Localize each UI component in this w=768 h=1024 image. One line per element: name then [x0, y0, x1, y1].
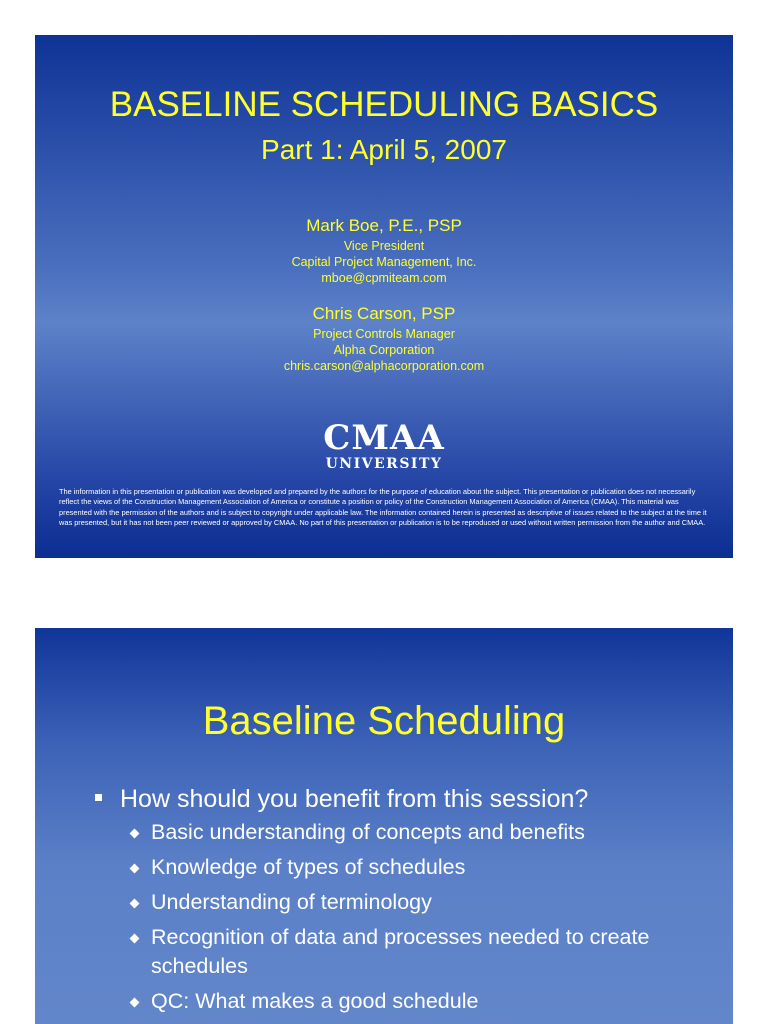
logo-sub-text: UNIVERSITY [325, 456, 443, 472]
presenter-2-name: Chris Carson, PSP [312, 304, 456, 323]
square-bullet-icon [95, 794, 102, 801]
main-bullet-text: How should you benefit from this session? [120, 785, 589, 813]
list-item-text: Recognition of data and processes needed to create schedules [151, 925, 650, 978]
diamond-bullet-icon [130, 934, 140, 944]
diamond-bullet-icon [130, 899, 140, 909]
presenter-1-role: Vice President [343, 239, 425, 253]
diamond-bullet-icon [130, 998, 140, 1008]
presenter-2-role: Project Controls Manager [313, 327, 455, 341]
presenter-2-org: Alpha Corporation [333, 343, 435, 357]
slide-subtitle: Part 1: April 5, 2007 [261, 134, 507, 165]
list-item-text: QC: What makes a good schedule [151, 989, 479, 1013]
disclaimer-text: The information in this presentation or publication was developed and prepared by the authors for the purpose of education about the subject. This presentation or publication does not necessarily reflect the views of the Construction Management Association of America or constitute a position or policy of the Construction Management Association of America (CMAA). This material was presented with the permission of the authors and is subject to copyright under applicable law. The information contained herein is presented as descriptive of issues related to the subject at the time it was presented, but it has not been peer reviewed or approved by CMAA. No part of this presentation or publication is to be reproduced or used without written permission from the author and CMAA. [59, 487, 707, 527]
diamond-bullet-icon [130, 829, 140, 839]
slide-2 [35, 628, 733, 1024]
logo-main-text: CMAA [323, 418, 445, 458]
list-item [131, 888, 711, 917]
presenter-1-name: Mark Boe, P.E., PSP [306, 216, 462, 235]
list-item [131, 853, 711, 882]
presenter-1-org: Capital Project Management, Inc. [291, 255, 477, 269]
cmaa-university-logo [35, 420, 733, 472]
list-item [131, 987, 711, 1016]
presenter-1-email: mboe@cpmiteam.com [321, 271, 447, 285]
list-item [131, 923, 711, 981]
list-item-text: Understanding of terminology [151, 890, 432, 914]
slide-title: Baseline Scheduling [202, 699, 566, 743]
list-item [131, 818, 711, 847]
sub-bullet-list [131, 818, 711, 1022]
list-item-text: Basic understanding of concepts and benefits [151, 820, 585, 844]
presenter-2-email: chris.carson@alphacorporation.com [283, 359, 485, 373]
slide-title: BASELINE SCHEDULING BASICS [109, 85, 659, 124]
list-item-text: Knowledge of types of schedules [151, 855, 466, 879]
slide-1 [35, 35, 733, 558]
diamond-bullet-icon [130, 864, 140, 874]
